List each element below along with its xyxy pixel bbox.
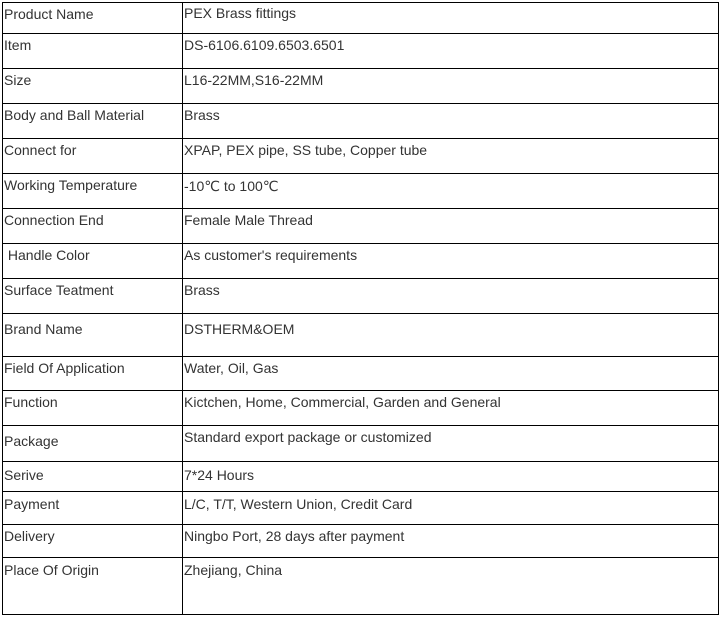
row-label: Payment bbox=[3, 492, 183, 525]
row-label: Working Temperature bbox=[3, 174, 183, 209]
row-label: Body and Ball Material bbox=[3, 104, 183, 139]
table-row bbox=[3, 391, 719, 426]
table-row bbox=[3, 558, 719, 615]
row-value: Brass bbox=[183, 279, 719, 314]
row-value: 7*24 Hours bbox=[183, 462, 719, 492]
table-row bbox=[3, 3, 719, 34]
row-value: Ningbo Port, 28 days after payment bbox=[183, 525, 719, 558]
table-row bbox=[3, 492, 719, 525]
table-row bbox=[3, 426, 719, 462]
row-value: L16-22MM,S16-22MM bbox=[183, 69, 719, 104]
row-value: XPAP, PEX pipe, SS tube, Copper tube bbox=[183, 139, 719, 174]
table-row bbox=[3, 357, 719, 391]
row-label: Product Name bbox=[3, 3, 183, 34]
row-value: Zhejiang, China bbox=[183, 558, 719, 615]
row-label: Place Of Origin bbox=[3, 558, 183, 615]
row-value: As customer's requirements bbox=[183, 244, 719, 279]
row-value: -10℃ to 100℃ bbox=[183, 174, 719, 209]
row-value: DS-6106.6109.6503.6501 bbox=[183, 34, 719, 69]
row-value: PEX Brass fittings bbox=[183, 3, 719, 34]
row-value: Standard export package or customized bbox=[183, 426, 719, 462]
table-row bbox=[3, 244, 719, 279]
table-row bbox=[3, 139, 719, 174]
row-value: Kictchen, Home, Commercial, Garden and General bbox=[183, 391, 719, 426]
spec-table bbox=[2, 2, 719, 615]
table-row bbox=[3, 209, 719, 244]
table-row bbox=[3, 34, 719, 69]
row-label: Field Of Application bbox=[3, 357, 183, 391]
row-label: Package bbox=[3, 426, 183, 462]
table-row bbox=[3, 525, 719, 558]
table-row bbox=[3, 174, 719, 209]
table-row bbox=[3, 314, 719, 357]
row-label: Delivery bbox=[3, 525, 183, 558]
row-value: Brass bbox=[183, 104, 719, 139]
row-value: L/C, T/T, Western Union, Credit Card bbox=[183, 492, 719, 525]
row-label: Handle Color bbox=[3, 244, 183, 279]
table-row bbox=[3, 69, 719, 104]
row-value: Water, Oil, Gas bbox=[183, 357, 719, 391]
row-label: Size bbox=[3, 69, 183, 104]
row-label: Brand Name bbox=[3, 314, 183, 357]
table-row bbox=[3, 104, 719, 139]
table-row bbox=[3, 279, 719, 314]
row-label: Serive bbox=[3, 462, 183, 492]
row-label: Function bbox=[3, 391, 183, 426]
row-label: Connect for bbox=[3, 139, 183, 174]
row-label: Item bbox=[3, 34, 183, 69]
row-value: Female Male Thread bbox=[183, 209, 719, 244]
row-label: Surface Teatment bbox=[3, 279, 183, 314]
row-label: Connection End bbox=[3, 209, 183, 244]
row-value: DSTHERM&OEM bbox=[183, 314, 719, 357]
table-row bbox=[3, 462, 719, 492]
